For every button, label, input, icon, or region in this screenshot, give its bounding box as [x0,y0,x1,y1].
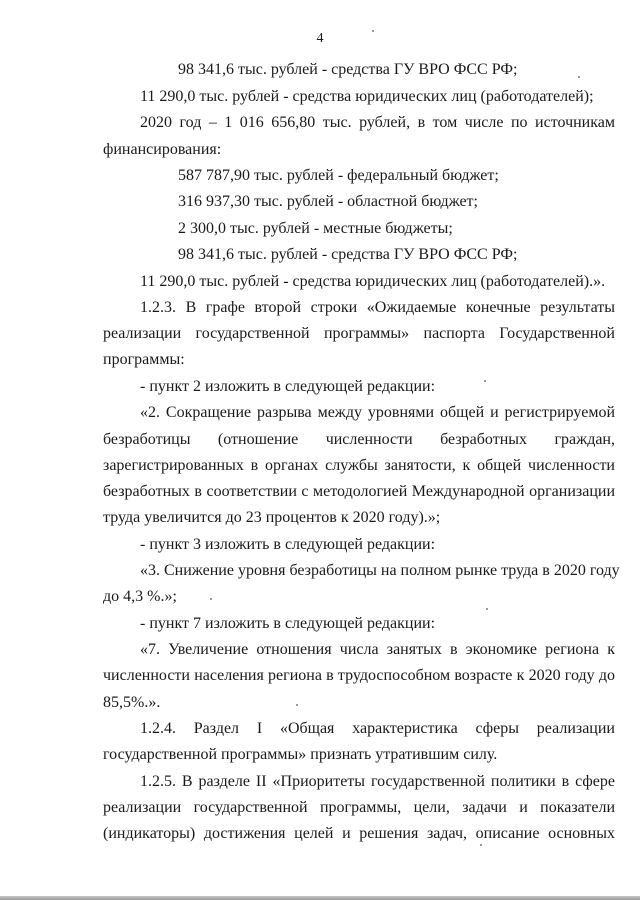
text-line: - пункт 2 изложить в следующей редакции: [140,378,436,395]
text-line: (индикаторы) достижения целей и решения задач, описание основных [103,825,615,842]
page-number: 4 [316,31,324,46]
text-line: «3. Снижение уровня безработицы на полном рынке труда в 2020 году [140,562,620,579]
text-line: «2. Сокращение разрыва между уровнями общей и регистрируемой [140,404,615,421]
scan-speck [578,76,580,78]
scan-speck [210,598,212,600]
text-line: 316 937,30 тыс. рублей - областной бюджет; [178,193,478,210]
text-line: программы: [103,351,185,368]
text-line: до 4,3 %.»; [103,588,177,605]
text-line: 1.2.3. В графе второй строки «Ожидаемые конечные результаты [140,299,615,316]
text-line: 1.2.5. В разделе II «Приоритеты государственной политики в сфере [140,773,615,790]
scan-speck [486,608,488,610]
text-line: «7. Увеличение отношения числа занятых в экономике региона к [140,641,615,658]
text-line: 11 290,0 тыс. рублей - средства юридических лиц (работодателей).». [140,273,606,290]
text-line: численности населения региона в трудоспособном возрасте к 2020 году до [103,667,615,684]
scan-speck [484,380,486,382]
text-line: 85,5%.». [103,694,161,711]
text-line: государственной программы» признать утратившим силу. [103,746,498,763]
scan-speck [296,704,298,706]
text-line: - пункт 3 изложить в следующей редакции: [140,536,436,553]
text-line: 2 300,0 тыс. рублей - местные бюджеты; [178,220,453,237]
scan-speck [480,844,482,846]
text-line: 1.2.4. Раздел I «Общая характеристика сферы реализации [140,720,615,737]
text-line: труда увеличится до 23 процентов к 2020 году).»; [103,509,441,526]
text-line: - пункт 7 изложить в следующей редакции: [140,615,436,632]
text-line: реализации государственной программы» паспорта Государственной [103,325,615,342]
text-line: 11 290,0 тыс. рублей - средства юридических лиц (работодателей); [140,88,594,105]
text-line: 98 341,6 тыс. рублей - средства ГУ ВРО ФСС РФ; [178,61,518,78]
text-line: зарегистрированных в органах службы занятости, к общей численности [103,457,615,474]
text-line: 2020 год – 1 016 656,80 тыс. рублей, в том числе по источникам [140,114,615,131]
text-line: 587 787,90 тыс. рублей - федеральный бюджет; [178,167,499,184]
scan-speck [372,30,374,32]
scan-bottom-edge [0,896,640,900]
text-line: безработицы (отношение численности безработных граждан, [103,431,615,448]
text-line: 98 341,6 тыс. рублей - средства ГУ ВРО ФСС РФ; [178,246,518,263]
text-line: реализации государственной программы, цели, задачи и показатели [103,799,615,816]
text-line: финансирования: [103,141,222,158]
text-line: безработных в соответствии с методологией Международной организации [103,483,615,500]
